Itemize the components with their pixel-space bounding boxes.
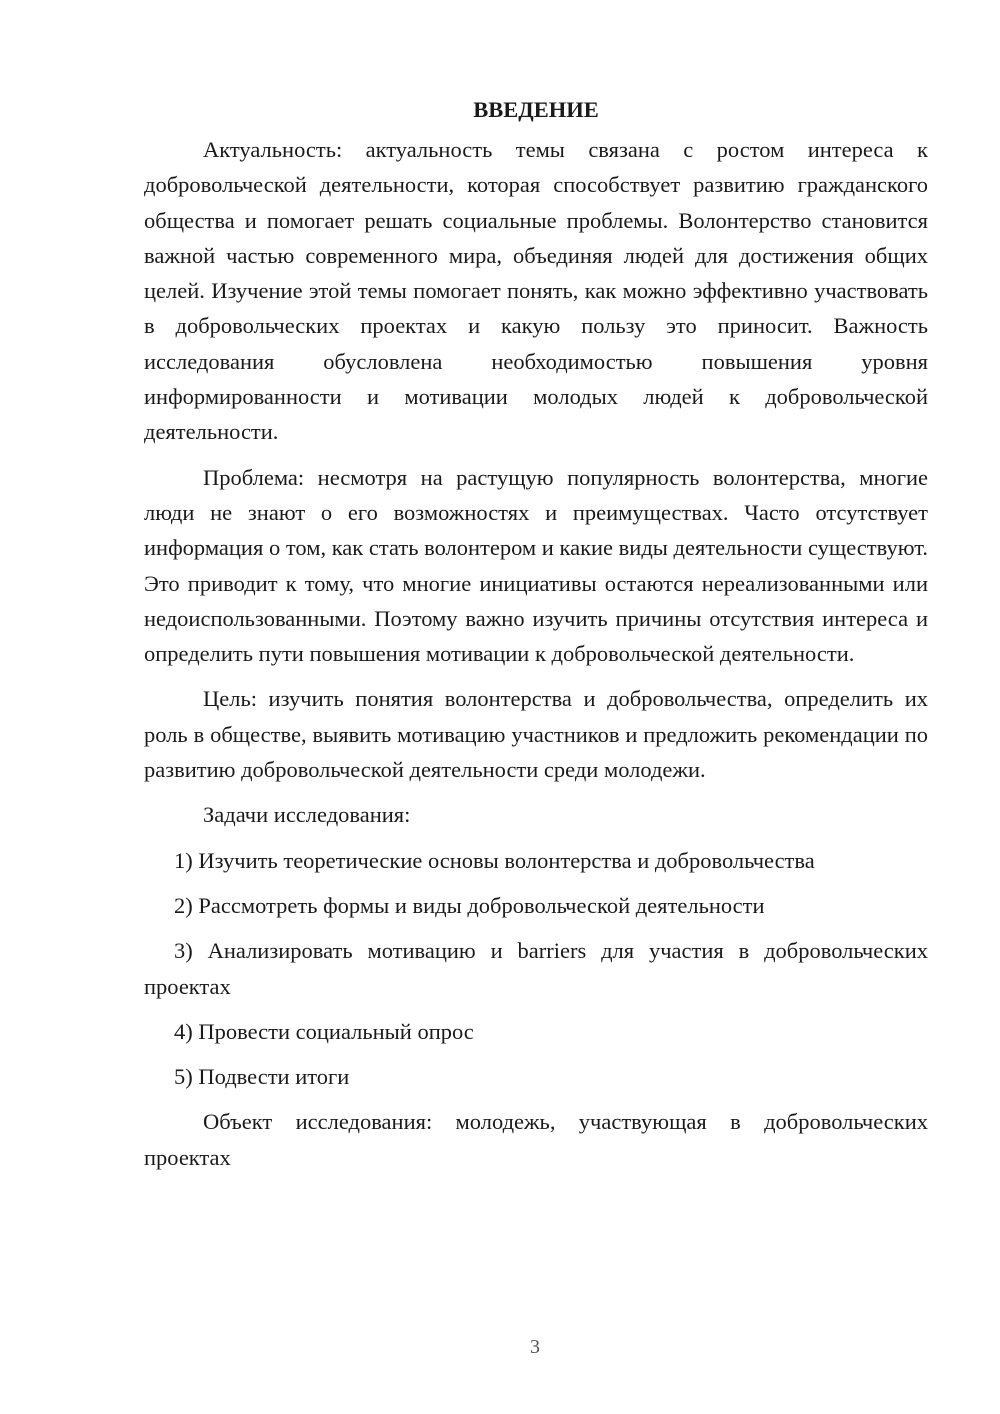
task-item: 5) Подвести итоги (174, 1064, 350, 1090)
task-item: 3) Анализировать мотивацию и barriers для участия в добровольческих проектах (144, 938, 928, 999)
task-item: 4) Провести социальный опрос (174, 1018, 474, 1044)
paragraph-problem: Проблема: несмотря на растущую популярность волонтерства, многие люди не знают о его возможностях и преимуществах. Часто отсутствует информация о том, как стать волонтером и какие виды деятельности существуют. Это приводит к тому, что многие инициативы остаются нереализованными или недоиспользованными. Поэтому важно изучить причины отсутствия интереса и определить пути повышения мотивации к добровольческой деятельности. (144, 464, 928, 667)
paragraph-relevance: Актуальность: актуальность темы связана с ростом интереса к добровольческой деятельности, которая способствует развитию гражданского общества и помогает решать социальные проблемы. Волонтерство становится важной частью современного мира, объединяя людей для достижения общих целей. Изучение этой темы помогает понять, как можно эффективно участвовать в добровольческих проектах и какую пользу это приносит. Важность исследования обусловлена необходимостью повышения уровня информированности и мотивации молодых людей к добровольческой деятельности. (144, 137, 928, 445)
task-item: 2) Рассмотреть формы и виды добровольческой деятельности (174, 892, 765, 918)
task-item: 1) Изучить теоретические основы волонтерства и добровольчества (174, 847, 815, 873)
page-content (144, 92, 928, 1185)
page-number: 3 (530, 1336, 540, 1358)
tasks-heading: Задачи исследования: (203, 802, 411, 828)
paragraph-object: Объект исследования: молодежь, участвующая в добровольческих проектах (144, 1109, 928, 1170)
section-heading: ВВЕДЕНИЕ (473, 97, 599, 122)
paragraph-goal: Цель: изучить понятия волонтерства и добровольчества, определить их роль в обществе, выявить мотивацию участников и предложить рекомендации по развитию добровольческой деятельности среди молодежи. (144, 686, 928, 783)
